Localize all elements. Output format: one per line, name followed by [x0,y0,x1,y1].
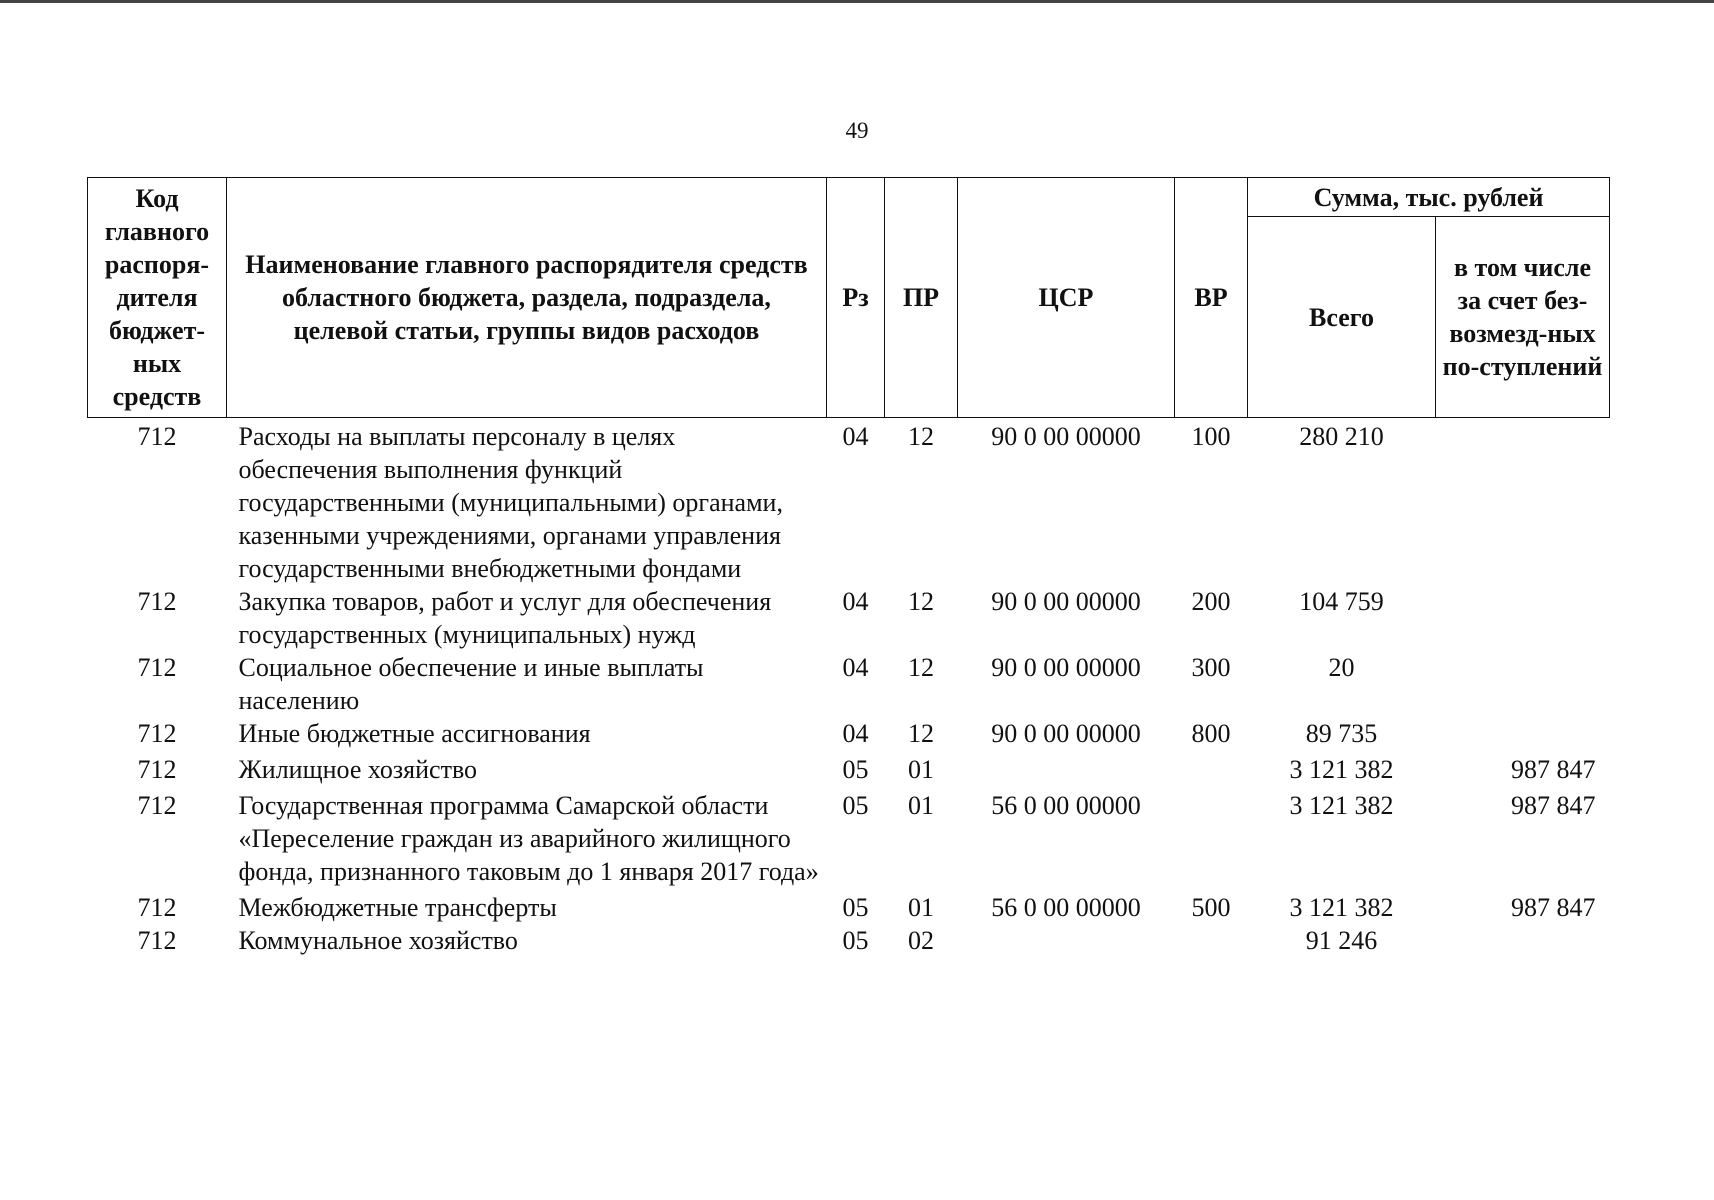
header-csr: ЦСР [958,178,1175,418]
header-pr: ПР [885,178,958,418]
header-rz: Рз [827,178,885,418]
cell-total: 3 121 382 [1289,893,1394,922]
cell-free [1436,585,1610,651]
cell-name: Закупка товаров, работ и услуг для обеспечения государственных (муниципальных) нужд [238,587,772,649]
cell-rz: 04 [842,653,869,682]
cell-csr [958,750,1175,786]
budget-table [87,177,1610,957]
cell-csr: 56 0 00 00000 [991,893,1141,922]
cell-total: 20 [1328,653,1355,682]
header-code: Код главного распоря-дителя бюджет-ных средств [88,178,227,418]
cell-csr: 90 0 00 00000 [991,653,1141,682]
cell-code: 712 [137,893,177,922]
cell-pr: 01 [908,791,934,820]
cell-pr: 12 [908,653,934,682]
cell-csr: 90 0 00 00000 [991,422,1141,451]
cell-free: 987 847 [1511,893,1596,922]
cell-name: Иные бюджетные ассигнования [238,719,591,748]
cell-total: 3 121 382 [1289,755,1394,784]
table-row [88,717,1610,750]
cell-csr: 90 0 00 00000 [991,587,1141,616]
cell-code: 712 [137,926,177,955]
header-vr: ВР [1175,178,1248,418]
cell-csr [958,924,1175,957]
cell-csr: 56 0 00 00000 [991,791,1141,820]
cell-free [1436,418,1610,586]
table-row [88,750,1610,786]
header-free: в том числе за счет без-возмезд-ных по-ступлений [1436,217,1610,418]
header-name: Наименование главного распорядителя средств областного бюджета, раздела, подраздела, целевой статьи, группы видов расходов [227,178,827,418]
cell-pr: 02 [908,926,934,955]
cell-rz: 04 [842,587,869,616]
cell-total: 104 759 [1299,587,1384,616]
cell-vr [1175,924,1248,957]
cell-total: 280 210 [1299,422,1384,451]
cell-total: 91 246 [1305,926,1378,955]
cell-name: Расходы на выплаты персоналу в целях обеспечения выполнения функций государственными (муниципальными) органами, казенными учреждениями, органами управления государственными внебюджетными фондами [238,422,783,583]
cell-vr: 300 [1191,653,1231,682]
cell-total: 89 735 [1305,719,1378,748]
cell-vr [1175,750,1248,786]
cell-pr: 12 [908,587,934,616]
cell-code: 712 [137,422,177,451]
cell-csr: 90 0 00 00000 [991,719,1141,748]
cell-vr: 500 [1191,893,1231,922]
cell-vr [1175,786,1248,888]
cell-pr: 01 [908,755,934,784]
cell-name: Коммунальное хозяйство [238,926,518,955]
page-number: 49 [845,118,869,143]
header-total: Всего [1248,217,1436,418]
table-row [88,651,1610,717]
cell-name: Социальное обеспечение и иные выплаты населению [238,653,704,715]
page-top-edge [0,0,1714,3]
cell-code: 712 [137,653,177,682]
cell-vr: 800 [1191,719,1231,748]
cell-rz: 05 [842,755,869,784]
cell-vr: 100 [1191,422,1231,451]
cell-rz: 04 [842,422,869,451]
cell-name: Государственная программа Самарской области «Переселение граждан из аварийного жилищного фонда, признанного таковым до 1 января 2017 года» [238,791,819,886]
table-row [88,418,1610,586]
cell-code: 712 [137,791,177,820]
cell-name: Жилищное хозяйство [238,755,478,784]
table-row [88,585,1610,651]
cell-code: 712 [137,755,177,784]
cell-total: 3 121 382 [1289,791,1394,820]
table-row [88,786,1610,888]
cell-rz: 05 [842,893,869,922]
cell-vr: 200 [1191,587,1231,616]
cell-free [1436,717,1610,750]
cell-rz: 05 [842,791,869,820]
cell-pr: 12 [908,719,934,748]
table-body [88,418,1610,958]
cell-name: Межбюджетные трансферты [238,893,557,922]
cell-free: 987 847 [1511,791,1596,820]
cell-rz: 05 [842,926,869,955]
cell-pr: 01 [908,893,934,922]
cell-rz: 04 [842,719,869,748]
cell-code: 712 [137,719,177,748]
table-row [88,924,1610,957]
cell-code: 712 [137,587,177,616]
cell-free [1436,651,1610,717]
cell-free [1436,924,1610,957]
cell-pr: 12 [908,422,934,451]
cell-free: 987 847 [1511,755,1596,784]
header-sum: Сумма, тыс. рублей [1248,178,1610,217]
table-row [88,888,1610,924]
